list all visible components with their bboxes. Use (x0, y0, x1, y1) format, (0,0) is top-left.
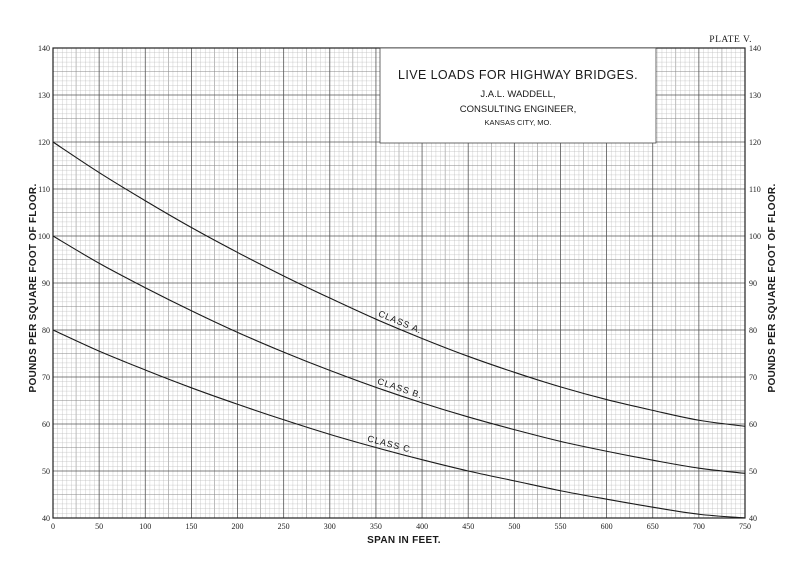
author-location: KANSAS CITY, MO. (484, 118, 552, 127)
x-tick-label: 700 (692, 522, 705, 531)
y-tick-label-left: 60 (42, 420, 50, 429)
author-name: J.A.L. WADDELL, (480, 89, 556, 100)
y-tick-label-right: 60 (749, 420, 757, 429)
x-tick-label: 500 (508, 522, 521, 531)
y-tick-label-right: 140 (749, 44, 761, 53)
y-tick-labels-left (38, 44, 50, 523)
x-tick-label: 200 (231, 522, 244, 531)
y-tick-label-left: 90 (42, 279, 50, 288)
author-title: CONSULTING ENGINEER, (459, 104, 577, 115)
y-tick-labels-right (749, 44, 761, 523)
y-tick-label-right: 70 (749, 373, 757, 382)
y-axis-label-right: POUNDS PER SQUARE FOOT OF FLOOR. (767, 183, 778, 393)
y-tick-label-left: 100 (38, 232, 50, 241)
y-tick-label-right: 130 (749, 91, 761, 100)
y-tick-label-right: 110 (749, 185, 761, 194)
x-axis-label: SPAN IN FEET. (367, 535, 441, 546)
x-tick-label: 600 (600, 522, 613, 531)
x-tick-label: 650 (646, 522, 659, 531)
y-tick-label-right: 90 (749, 279, 757, 288)
x-tick-label: 50 (95, 522, 104, 531)
title-box (380, 48, 656, 143)
y-tick-label-left: 70 (42, 373, 50, 382)
series-label: CLASS B. (376, 376, 424, 401)
x-tick-label: 100 (139, 522, 152, 531)
y-tick-label-left: 140 (38, 44, 50, 53)
y-tick-label-left: 110 (38, 185, 50, 194)
x-tick-label: 750 (739, 522, 751, 531)
series-label: CLASS C. (366, 433, 415, 456)
x-tick-label: 300 (323, 522, 336, 531)
y-tick-label-right: 120 (749, 138, 761, 147)
x-tick-label: 250 (277, 522, 290, 531)
y-tick-label-right: 100 (749, 232, 761, 241)
y-tick-label-left: 40 (42, 514, 50, 523)
y-axis-label-left: POUNDS PER SQUARE FOOT OF FLOOR. (28, 183, 39, 393)
x-tick-label: 450 (462, 522, 475, 531)
y-tick-label-left: 120 (38, 138, 50, 147)
y-tick-label-right: 50 (749, 467, 757, 476)
x-tick-label: 550 (554, 522, 567, 531)
x-tick-label: 400 (416, 522, 429, 531)
x-tick-labels (51, 522, 751, 531)
x-tick-label: 0 (51, 522, 55, 531)
x-tick-label: 350 (369, 522, 382, 531)
y-tick-label-left: 50 (42, 467, 50, 476)
y-tick-label-right: 40 (749, 514, 757, 523)
y-tick-label-left: 130 (38, 91, 50, 100)
series-label: CLASS A. (376, 308, 424, 336)
y-tick-label-right: 80 (749, 326, 757, 335)
y-tick-label-left: 80 (42, 326, 50, 335)
chart-title: LIVE LOADS FOR HIGHWAY BRIDGES. (398, 68, 638, 82)
plate-number: PLATE V. (709, 35, 752, 45)
x-tick-label: 150 (185, 522, 198, 531)
